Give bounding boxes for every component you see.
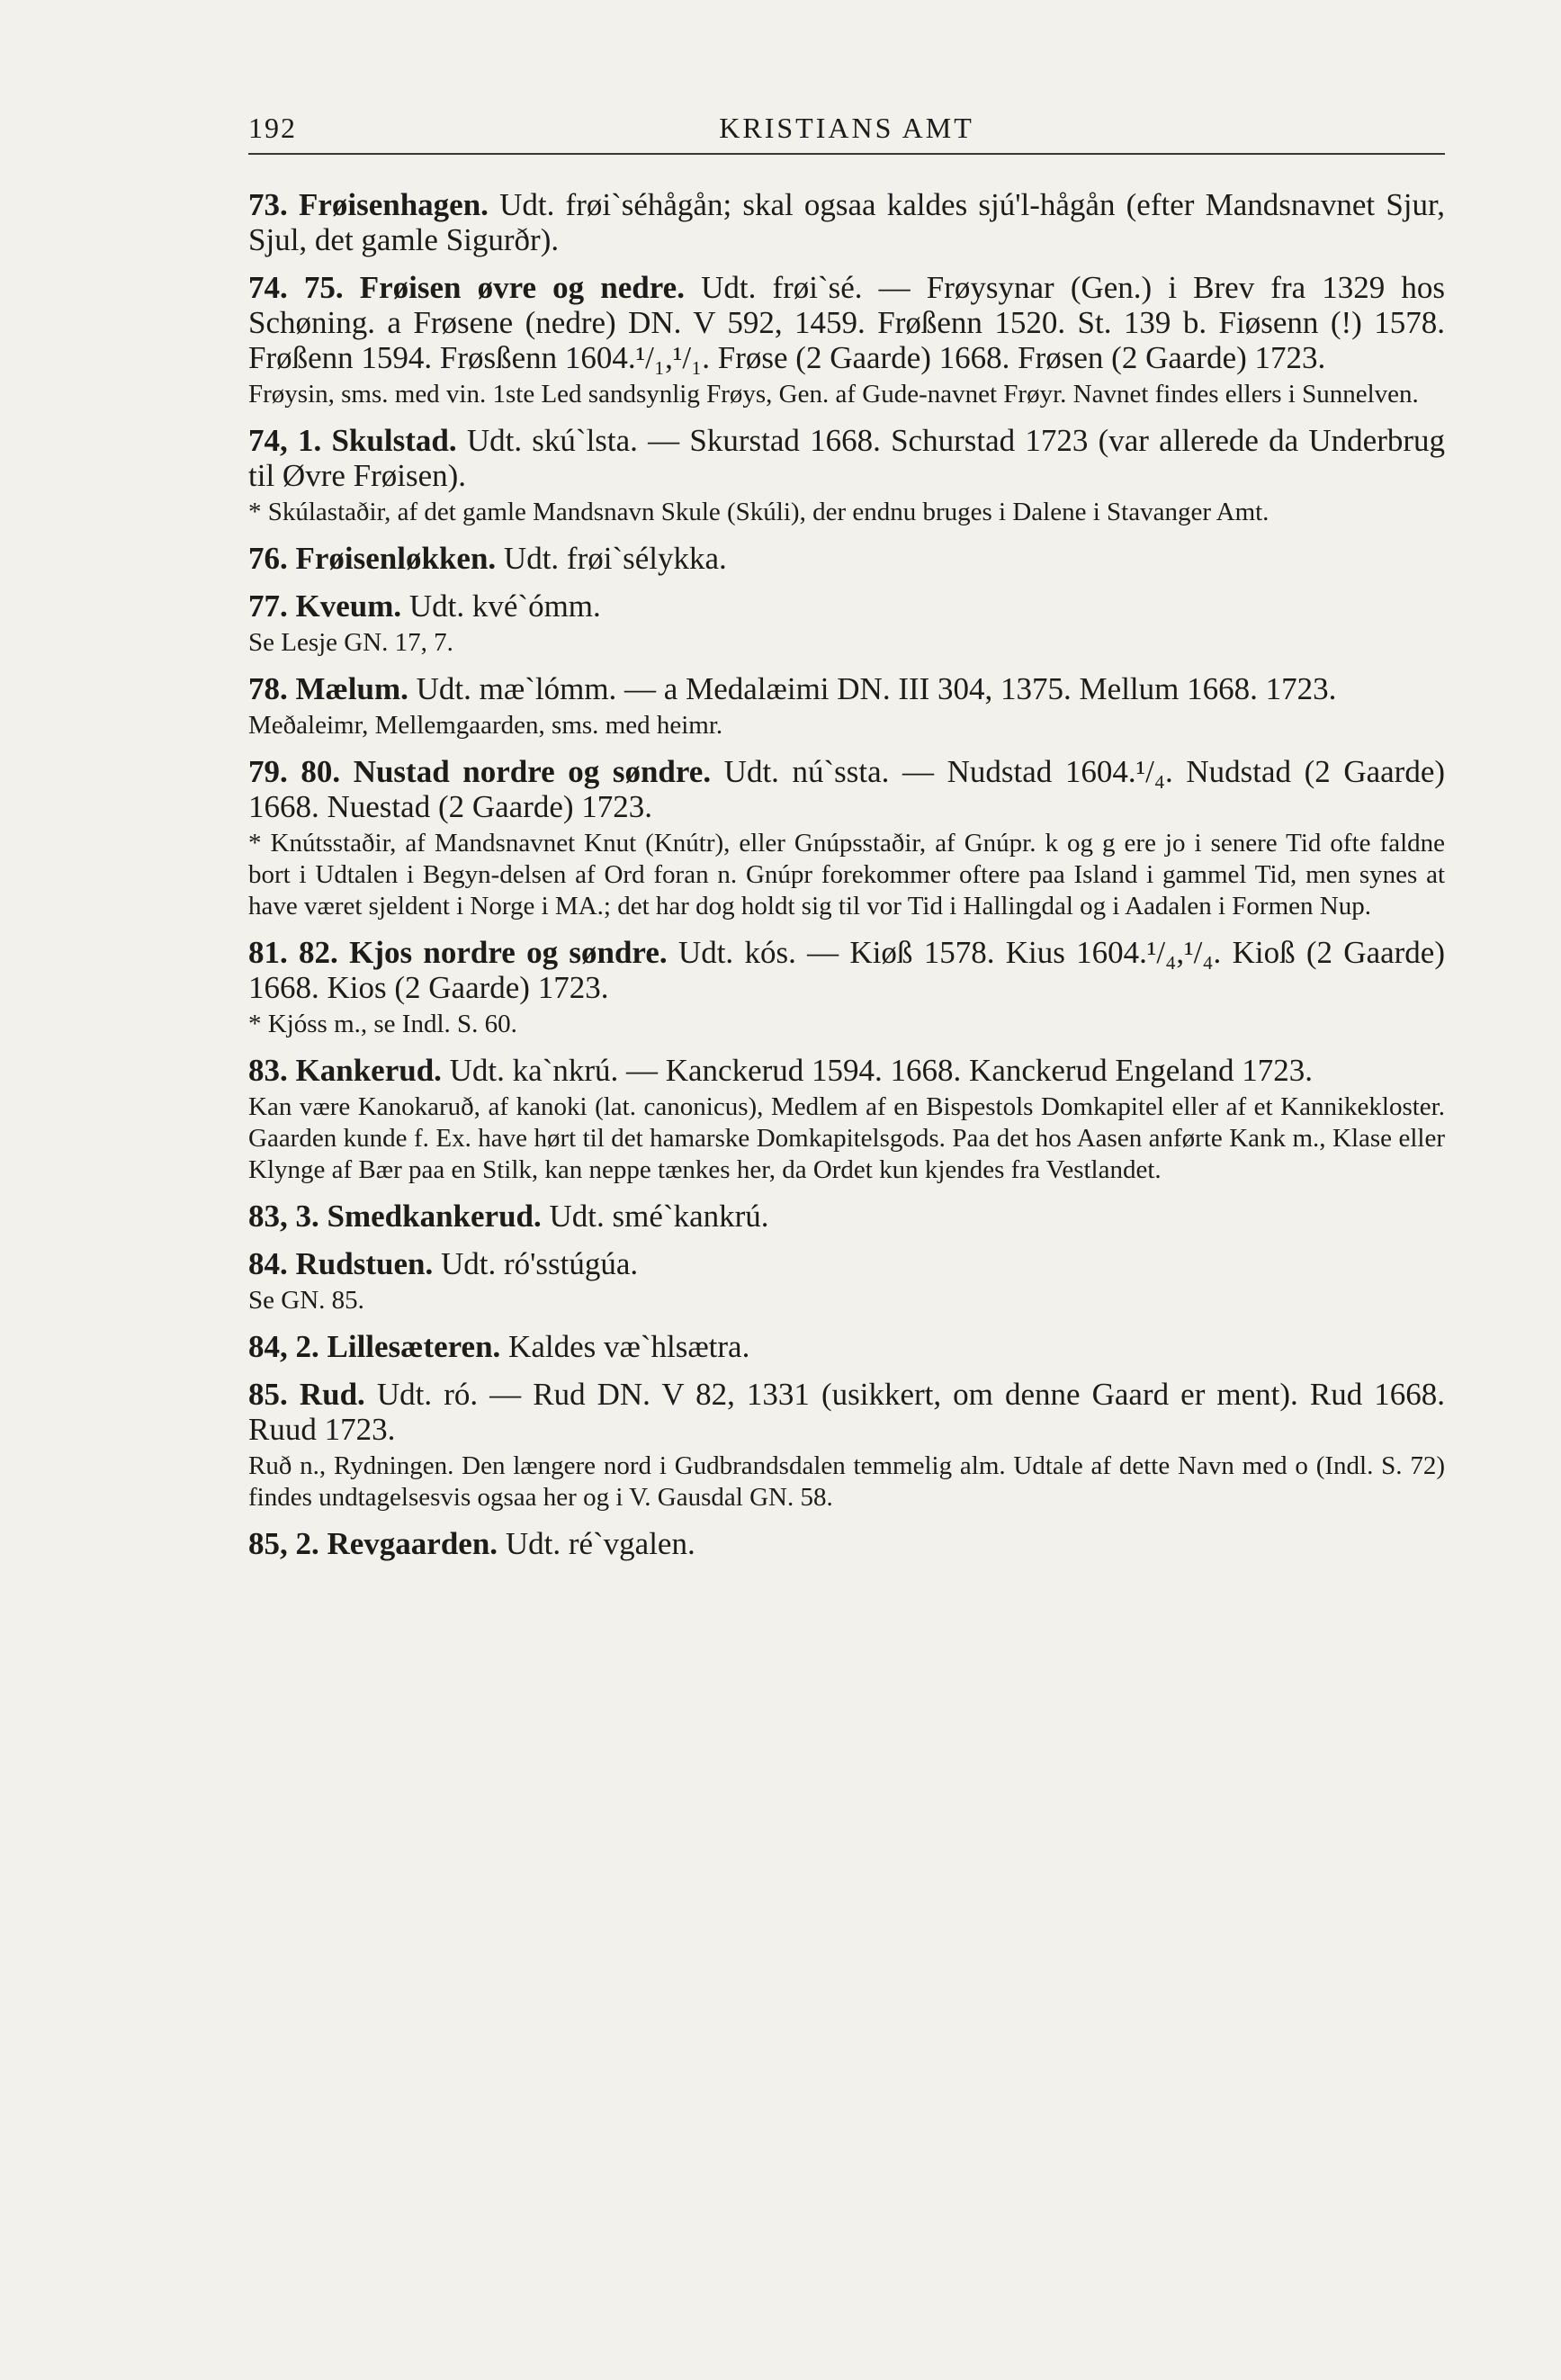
- entry: [248, 588, 1445, 659]
- page-header: [248, 99, 1445, 155]
- entry-main: [248, 935, 1445, 1005]
- entry-number: 85, 2.: [248, 1526, 319, 1561]
- entry-headword: Smedkankerud.: [327, 1199, 542, 1234]
- entry-main: [248, 588, 1445, 624]
- entry-number: 74, 1.: [248, 423, 322, 458]
- entry-main: [248, 187, 1445, 257]
- entry-main: [248, 754, 1445, 824]
- running-head: KRISTIANS AMT: [719, 112, 974, 144]
- entry-note: * Kjóss m., se Indl. S. 60.: [248, 1010, 517, 1038]
- entry-text: Udt. ró. — Rud DN. V 82, 1331 (usikkert, om denne Gaard er ment). Rud 1668. Ruud 1723.: [248, 1377, 1446, 1447]
- entry: [248, 541, 1445, 576]
- entry-headword: Frøisen øvre og nedre.: [359, 270, 685, 305]
- entry-headword: Mælum.: [295, 671, 408, 706]
- entry: [248, 1053, 1445, 1186]
- entry-headword: Frøisenløkken.: [295, 541, 497, 576]
- entry-headword: Kveum.: [295, 588, 402, 624]
- entry-number: 77.: [248, 588, 288, 624]
- page-number: 192: [248, 112, 297, 144]
- entry-text: Udt. skú`lsta. — Skurstad 1668. Schurstad 1723 (var allerede da Underbrug til Øvre Frøisen).: [248, 423, 1446, 493]
- entry-text: Udt. ré`vgalen.: [505, 1526, 695, 1561]
- entry-headword: Lillesæteren.: [327, 1329, 501, 1364]
- entry: [248, 423, 1445, 528]
- entry-main: [248, 1377, 1445, 1447]
- entry-text: Udt. nú`ssta. — Nudstad 1604.¹/₄. Nudstad (2 Gaarde) 1668. Nuestad (2 Gaarde) 1723.: [248, 754, 1446, 824]
- entry-text: Udt. frøi`sélykka.: [503, 541, 727, 576]
- entry-number: 78.: [248, 671, 288, 706]
- entry: [248, 1199, 1445, 1234]
- entry-note: Ruð n., Rydningen. Den længere nord i Gudbrandsdalen temmelig alm. Udtale af dette Navn med o (Indl. S. 72) findes undtagelsesvis ogsaa her og i V. Gausdal GN. 58.: [248, 1451, 1445, 1512]
- entry-main: [248, 423, 1445, 493]
- entry: [248, 935, 1445, 1040]
- entry-number: 76.: [248, 541, 288, 576]
- entry-note: Se Lesje GN. 17, 7.: [248, 628, 453, 657]
- entry: [248, 270, 1445, 410]
- entry-number: 81. 82.: [248, 935, 338, 970]
- entry-text: Udt. ró'sstúgúa.: [440, 1246, 639, 1281]
- entry-main: [248, 1526, 1445, 1561]
- entry: [248, 1329, 1445, 1364]
- entry-headword: Revgaarden.: [327, 1526, 498, 1561]
- entry-text: Udt. kvé`ómm.: [408, 588, 601, 624]
- entry-main: [248, 1199, 1445, 1234]
- entry-number: 83, 3.: [248, 1199, 319, 1234]
- entry-note: * Knútsstaðir, af Mandsnavnet Knut (Knútr), eller Gnúpsstaðir, af Gnúpr. k og g ere jo i senere Tid ofte faldne bort i Udtalen i Begyn-delsen af Ord foran n. Gnúpr forekommer oftere paa Island i gammel Tid, men synes at have været sjeldent i Norge i MA.; det har dog holdt sig til vor Tid i Hallingdal og i Aadalen i Formen Nup.: [248, 829, 1445, 921]
- entry-note: * Skúlastaðir, af det gamle Mandsnavn Skule (Skúli), der endnu bruges i Dalene i Stavanger Amt.: [248, 498, 1269, 526]
- entry: [248, 1526, 1445, 1561]
- entry-main: [248, 1329, 1445, 1364]
- entry-main: [248, 541, 1445, 576]
- entry-note: Kan være Kanokaruð, af kanoki (lat. canonicus), Medlem af en Bispestols Domkapitel eller af et Kannikekloster. Gaarden kunde f. Ex. have hørt til det hamarske Domkapitelsgods. Paa det hos Aasen anførte Kank m., Klase eller Klynge af Bær paa en Stilk, kan neppe tænkes her, da Ordet kun kjendes fra Vestlandet.: [248, 1092, 1445, 1184]
- entry-headword: Kankerud.: [295, 1053, 442, 1088]
- entry-number: 85.: [248, 1377, 288, 1412]
- entry-headword: Nustad nordre og søndre.: [353, 754, 712, 789]
- entry-number: 83.: [248, 1053, 288, 1088]
- entry-main: [248, 270, 1445, 375]
- entry-main: [248, 1053, 1445, 1088]
- entry-main: [248, 671, 1445, 706]
- entry: [248, 1246, 1445, 1316]
- entry-headword: Skulstad.: [331, 423, 457, 458]
- entry-number: 73.: [248, 187, 288, 222]
- entry-headword: Rudstuen.: [295, 1246, 434, 1281]
- entry-headword: Frøisenhagen.: [298, 187, 489, 222]
- entry-headword: Rud.: [299, 1377, 365, 1412]
- entry-text: Kaldes væ`hlsætra.: [508, 1329, 750, 1364]
- entry-text: Udt. mæ`lómm. — a Medalæimi DN. III 304, 1375. Mellum 1668. 1723.: [416, 671, 1337, 706]
- page: [248, 99, 1445, 1574]
- entry-number: 84, 2.: [248, 1329, 319, 1364]
- entries-list: [248, 187, 1445, 1561]
- entry-text: Udt. ka`nkrú. — Kanckerud 1594. 1668. Kanckerud Engeland 1723.: [449, 1053, 1313, 1088]
- entry-text: Udt. frøi`séhågån; skal ogsaa kaldes sjú'l-hågån (efter Mandsnavnet Sjur, Sjul, det gamle Sigurðr).: [248, 187, 1446, 257]
- entry-note: Meðaleimr, Mellemgaarden, sms. med heimr.: [248, 711, 723, 740]
- entry-headword: Kjos nordre og søndre.: [349, 935, 668, 970]
- entry: [248, 671, 1445, 741]
- entry-text: Udt. frøi`sé. — Frøysynar (Gen.) i Brev fra 1329 hos Schøning. a Frøsene (nedre) DN. V 592, 1459. Frøßenn 1520. St. 139 b. Fiøsenn (!) 1578. Frøßenn 1594. Frøsßenn 1604.¹/₁,¹/₁. Frøse (2 Gaarde) 1668. Frøsen (2 Gaarde) 1723.: [248, 270, 1446, 375]
- entry: [248, 1377, 1445, 1513]
- entry-note: Se GN. 85.: [248, 1286, 364, 1315]
- entry-main: [248, 1246, 1445, 1281]
- entry-number: 84.: [248, 1246, 288, 1281]
- entry-text: Udt. smé`kankrú.: [549, 1199, 769, 1234]
- entry: [248, 187, 1445, 257]
- entry-number: 79. 80.: [248, 754, 341, 789]
- entry: [248, 754, 1445, 922]
- entry-number: 74. 75.: [248, 270, 344, 305]
- entry-note: Frøysin, sms. med vin. 1ste Led sandsynlig Frøys, Gen. af Gude-navnet Frøyr. Navnet findes ellers i Sunnelven.: [248, 380, 1419, 409]
- entry-text: Udt. kós. — Kiøß 1578. Kius 1604.¹/₄,¹/₄. Kioß (2 Gaarde) 1668. Kios (2 Gaarde) 1723.: [248, 935, 1446, 1005]
